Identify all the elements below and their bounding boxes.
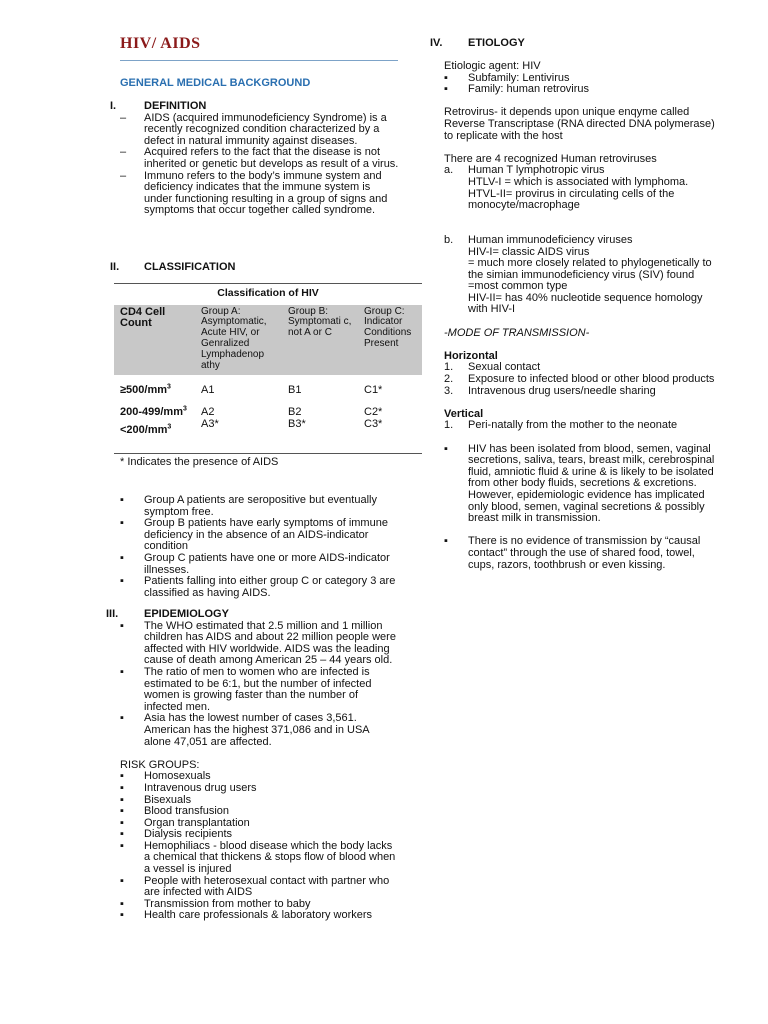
item-b-label: b. [444,233,454,246]
cell-c: C3* [364,417,383,430]
list-item: ▪ The WHO estimated that 2.5 million and 1 million children has AIDS and about 22 million people were affected with HIV worldwide. AIDS was the leading cause of death among American 25 – 44 years old. [120,619,396,667]
list-item: ▪ Patients falling into either group C or category 3 are classified as having AIDS. [120,575,396,599]
cell-b: B2 [288,406,302,419]
list-item: ▪ Subfamily: Lentivirus [444,71,570,84]
list-item: ▪ Group C patients have one or more AIDS-indicator illnesses. [120,551,390,576]
table-row [114,419,422,453]
header-cd4: CD4 Cell Count [114,305,195,376]
table-row [114,375,422,397]
list-item: ▪ Organ transplantation [120,816,250,829]
cell-count: $200-499/mm^3$ [120,405,187,419]
cell-c: C1* [364,384,383,397]
etiologic-agent: Etiologic agent: HIV [444,60,541,72]
list-item: ▪ People with heterosexual contact with partner who are infected with AIDS [120,874,390,899]
cell-count: $<200/mm^3$ [120,423,172,436]
section-subtitle: GENERAL MEDICAL BACKGROUND [120,77,311,89]
etiology-numeral: IV. [430,37,443,49]
list-item: – Acquired refers to the fact that the disease is not inherited or genetic but develops as result of a virus. [120,146,399,170]
list-item: 2. Exposure to infected blood or other blood products [444,373,715,386]
list-item: 1. Peri-natally from the mother to the neonate [444,419,678,432]
cell-a: A1 [201,384,215,397]
item-a-line: HTVL-II= provirus in circulating cells of the monocyte/macrophage [468,187,675,212]
etiology-heading-text: ETIOLOGY [468,37,525,49]
risk-groups-heading: RISK GROUPS: [120,758,200,771]
table-caption: Classification of HIV [217,287,319,299]
list-item: ▪ Bisexuals [120,793,192,806]
definition-list [120,113,400,217]
cell-c: C2* [364,406,383,419]
item-a-label: a. [444,164,454,177]
list-item: ▪ Health care professionals & laboratory workers [120,909,373,922]
list-item: ▪ Homosexuals [120,770,211,783]
list-item: ▪ Asia has the lowest number of cases 3,561. American has the highest 371,086 and in USA alone 47,051 are affected. [120,712,370,748]
definition-text: AIDS (acquired immunodeficiency Syndrome) is a recently recognized condition characterized by a defect in natural immunity against diseases. [144,111,387,147]
classification-heading-text: CLASSIFICATION [144,261,236,273]
item-b-line: HIV-II= has 40% nucleotide sequence homology with HIV-I [468,291,703,316]
risk-groups-list [120,771,398,922]
cell-count: $\ge 500/mm^3$ [120,383,171,397]
list-item: ▪ Group B patients have early symptoms of immune deficiency in the absence of an AIDS-indicator condition [120,517,388,553]
list-item: 1. Sexual contact [444,361,541,374]
retrovirus-text: Retrovirus- it depends upon unique enqyme called Reverse Transcriptase (RNA directed DNA polymerase) to replicate with the host [444,106,715,142]
definition-heading-text: DEFINITION [144,100,207,112]
list-item: ▪ Dialysis recipients [120,828,233,841]
etiology-heading [430,37,525,50]
mode-of-transmission: -MODE OF TRANSMISSION- [444,326,590,339]
classification-numeral: II. [110,261,120,273]
epidemiology-list [120,621,398,749]
item-a-line: HTLV-I = which is associated with lymphoma. [468,175,689,188]
etiology-bullets [444,444,716,525]
aids-note: * Indicates the presence of AIDS [114,453,422,469]
page-title: HIV/ AIDS [120,35,201,52]
epidemiology-numeral: III. [106,608,119,620]
list-item: ▪ Blood transfusion [120,805,229,818]
header-group-b: Group B: Symptomati c, not A or C [282,305,358,376]
classification-table [114,305,422,453]
classification-bullets [120,495,398,599]
list-item: ▪ The ratio of men to women who are infected is estimated to be 6:1, but the number of infected women is growing faster than the number of infected men. [120,665,372,713]
classification-table-wrap [114,283,422,469]
item-b-line: =most common type [468,280,568,293]
vertical-list [444,420,716,432]
definition-text: Immuno refers to the body’s immune system and deficiency indicates that the immune system is under functioning resulting in a group of signs and symptoms that occur together called syndrome. [144,169,388,217]
recognized-text: There are 4 recognized Human retroviruses [444,152,657,165]
cell-b: B1 [288,384,302,397]
item-b-line: Human immunodeficiency viruses [468,233,633,246]
header-group-c: Group C: Indicator Conditions Present [358,305,422,376]
retrovirus-item-b [444,235,716,316]
item-b-line: = much more closely related to phylogenetically to the simian immunodeficiency virus (SIV) found [468,257,712,281]
item-b-line: HIV-I= classic AIDS virus [468,245,590,258]
classification-heading [110,261,236,274]
title-divider [120,60,398,61]
horizontal-heading: Horizontal [444,349,498,362]
list-item: ▪ Transmission from mother to baby [120,897,311,910]
agent-list [444,73,716,96]
etiology-body [444,61,716,571]
list-item: 3. Intravenous drug users/needle sharing [444,384,656,397]
table-header-row [114,305,422,376]
table-row [114,397,422,419]
etiology-bullets-2 [444,536,716,571]
header-group-a: Group A: Asymptomatic, Acute HIV, or Genralized Lymphadenop athy [195,305,282,376]
list-item: ▪ Group A patients are seropositive but eventually symptom free. [120,494,377,518]
cell-b: B3* [288,417,306,430]
epidemiology-heading-text: EPIDEMIOLOGY [144,608,229,620]
cell-a: A2 [201,406,215,419]
list-item: ▪ Hemophiliacs - blood disease which the body lacks a chemical that thickens & stops flow of blood when a vessel is injured [120,839,396,876]
classification-list [120,495,398,599]
list-item: ▪ Intravenous drug users [120,781,257,794]
epidemiology-section [106,608,398,922]
list-item: ▪ There is no evidence of transmission by “causal contact” through the use of shared food, towel, cups, razors, toothbrush or even kissing. [444,535,701,571]
definition-section [110,100,400,217]
list-item: – AIDS (acquired immunodeficiency Syndrome) is a recently recognized condition characterized by a defect in natural immunity against diseases. [120,111,387,147]
retrovirus-item-a [444,165,716,211]
vertical-heading: Vertical [444,407,484,420]
list-item: – Immuno refers to the body’s immune system and deficiency indicates that the immune system is under functioning resulting in a group of signs and symptoms that occur together called syndrome. [120,169,388,217]
list-item: ▪ HIV has been isolated from blood, semen, vaginal secretions, saliva, tears, breast milk, cerebrospinal fluid, amniotic fluid & urine & is likely to be isolated from other body fluids, secretions & excretions. However, epidemiologic evidence has implicated only blood, semen, vaginal secretions & possibly breast milk in transmission. [444,442,715,525]
definition-numeral: I. [110,100,117,112]
horizontal-list [444,362,716,397]
definition-text: Acquired refers to the fact that the disease is not inherited or genetic but develops as result of a virus. [144,146,399,170]
item-a-line: Human T lymphotropic virus [468,164,605,177]
list-item: ▪ Family: human retrovirus [444,83,590,96]
cell-a: A3* [201,417,219,430]
